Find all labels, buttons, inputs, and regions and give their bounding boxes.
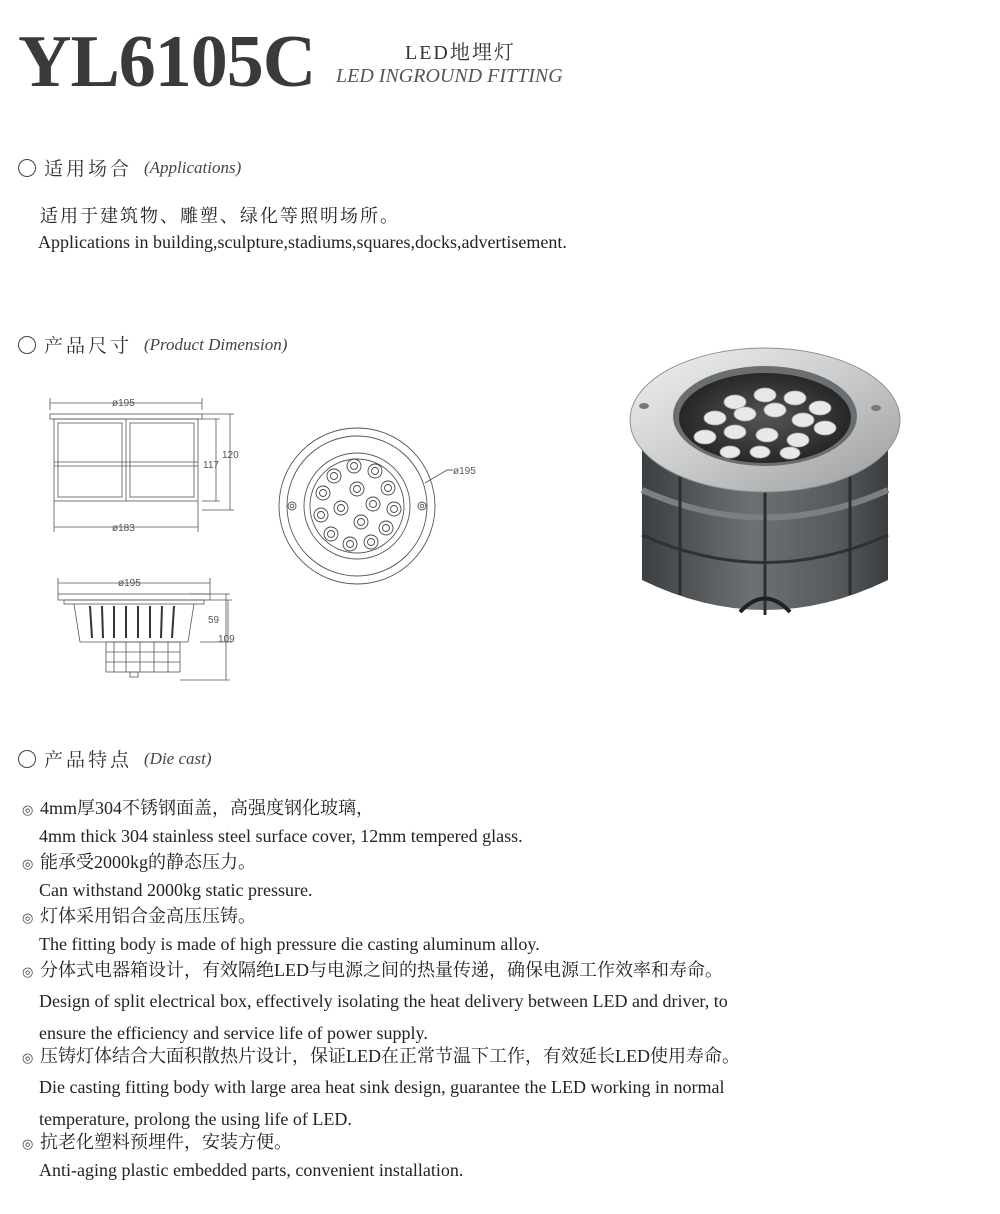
front-view-drawing [40,390,260,540]
feature-text-en: ensure the efficiency and service life of power supply. [39,1023,428,1043]
dim-label: ø195 [112,398,135,409]
feature-text-en: Anti-aging plastic embedded parts, convenient installation. [39,1160,464,1180]
led-array [314,459,401,551]
feature-text-en: temperature, prolong the using life of LED. [39,1109,352,1129]
section-heading-cn: 产品特点 [44,750,133,771]
title-chinese: LED地埋灯 [405,42,516,64]
double-circle-bullet-icon: ◎ [22,1050,34,1065]
dim-label: ø183 [112,523,135,534]
feature-text-en: Design of split electrical box, effectively isolating the heat delivery between LED and driver, to [39,991,728,1011]
feature-text-cn: 能承受2000kg的静态压力。 [40,852,256,872]
section-dimension-heading [18,331,287,358]
model-number: YL6105C [18,21,316,103]
top-view-drawing [275,425,495,590]
feature-item [22,903,962,957]
applications-text-en: Applications in building,sculpture,stadiums,squares,docks,advertisement. [38,232,567,252]
feature-item [22,1043,962,1135]
feature-text-en: 4mm thick 304 stainless steel surface cover, 12mm tempered glass. [39,826,523,846]
feature-item [22,849,962,903]
section-heading-en: (Product Dimension) [144,334,288,354]
side-view-drawing [50,572,250,687]
feature-text-cn: 4mm厚304不锈钢面盖，高强度钢化玻璃， [40,798,375,818]
feature-text-en: Can withstand 2000kg static pressure. [39,880,313,900]
feature-text-en: Die casting fitting body with large area heat sink design, guarantee the LED working in normal [39,1077,725,1097]
applications-text-cn: 适用于建筑物、雕塑、绿化等照明场所。 [40,206,400,226]
double-circle-bullet-icon: ◎ [22,856,34,871]
feature-text-cn: 灯体采用铝合金高压压铸。 [40,906,256,926]
dim-label: 120 [222,450,239,461]
feature-text-cn: 抗老化塑料预埋件，安装方便。 [40,1132,292,1152]
title-english: LED INGROUND FITTING [336,65,563,87]
circle-bullet-icon [18,336,36,354]
feature-item [22,957,962,1049]
section-heading-cn: 产品尺寸 [44,336,133,357]
dim-label: ø195 [453,466,476,477]
double-circle-bullet-icon: ◎ [22,910,34,925]
feature-text-en: The fitting body is made of high pressure die casting aluminum alloy. [39,934,540,954]
section-heading-en: (Applications) [144,157,242,177]
dim-label: 109 [218,634,235,645]
section-heading-en: (Die cast) [144,748,212,768]
section-heading-cn: 适用场合 [44,159,133,180]
section-applications-heading [18,154,241,181]
double-circle-bullet-icon: ◎ [22,802,34,817]
dim-label: ø195 [118,578,141,589]
dim-label: 59 [208,615,220,626]
circle-bullet-icon [18,159,36,177]
feature-item [22,1129,962,1183]
double-circle-bullet-icon: ◎ [22,1136,34,1151]
dim-label: 117 [203,460,219,471]
feature-text-cn: 压铸灯体结合大面积散热片设计，保证LED在正常节温下工作，有效延长LED使用寿命。 [40,1046,740,1066]
section-features-heading [18,745,212,772]
product-photo [620,340,910,630]
feature-text-cn: 分体式电器箱设计，有效隔绝LED与电源之间的热量传递，确保电源工作效率和寿命。 [40,960,723,980]
double-circle-bullet-icon: ◎ [22,964,34,979]
circle-bullet-icon [18,750,36,768]
feature-item [22,795,962,849]
